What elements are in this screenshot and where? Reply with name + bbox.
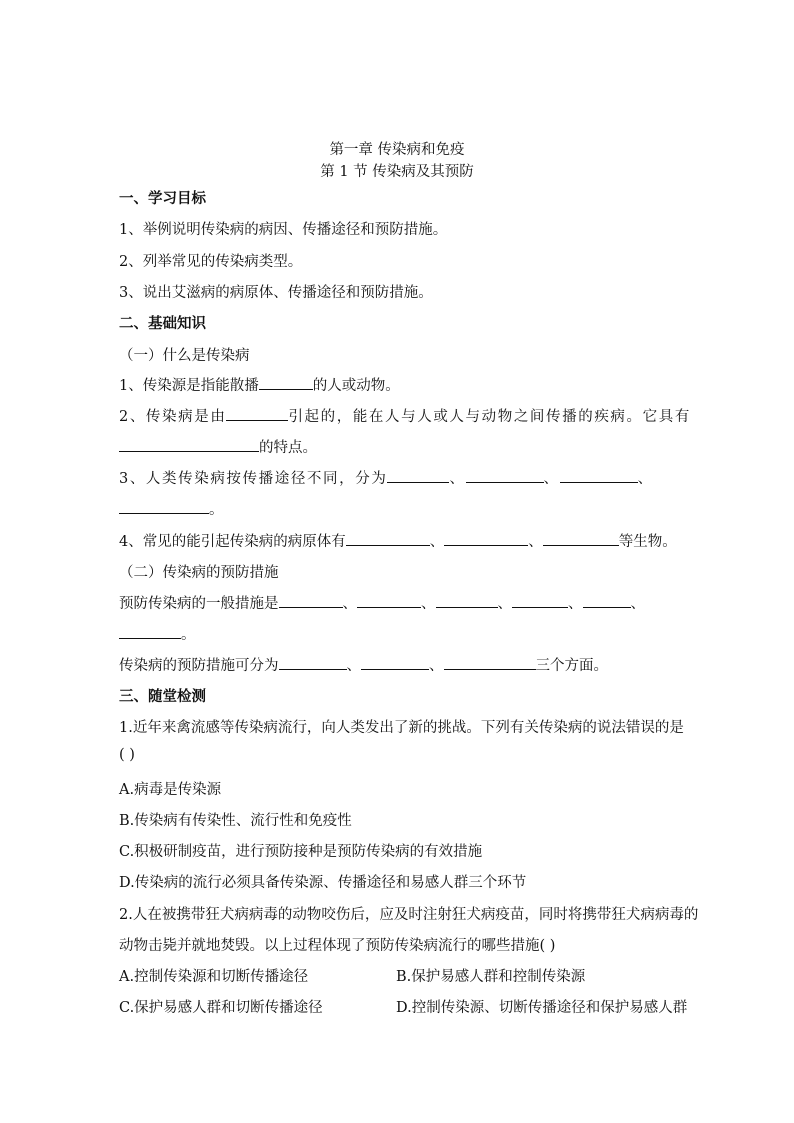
answer-blank[interactable] [279, 593, 343, 608]
mc-q2-option-d[interactable]: D.控制传染源、切断传播途径和保护易感人群 [396, 1000, 688, 1016]
subsection-2-title: （二）传染病的预防措施 [119, 565, 279, 581]
answer-blank[interactable] [119, 437, 259, 452]
goal-item-3: 3、说出艾滋病的病原体、传播途径和预防措施。 [119, 285, 433, 301]
mc-question-2-stem: 2.人在被携带狂犬病病毒的动物咬伤后，应及时注射狂犬病疫苗，同时将携带狂犬病病毒的 [119, 907, 699, 923]
prevention-prefix: 预防传染病的一般措施是 [119, 596, 279, 612]
question-3-cont [119, 498, 224, 519]
answer-blank[interactable] [436, 593, 498, 608]
separator: 、 [449, 471, 466, 487]
q2-prefix: 2、传染病是由 [119, 409, 227, 425]
period: 。 [181, 627, 196, 643]
q1-suffix: 的人或动物。 [312, 378, 400, 394]
answer-blank[interactable] [466, 468, 544, 483]
question-1 [119, 374, 400, 395]
separator: 、 [543, 471, 560, 487]
answer-blank[interactable] [346, 531, 430, 546]
basics-heading: 二、基础知识 [119, 316, 206, 332]
answer-blank[interactable] [259, 375, 313, 390]
mc-q2-option-c[interactable]: C.保护易感人群和切断传播途径 [119, 1000, 323, 1016]
categories-prefix: 传染病的预防措施可分为 [119, 658, 279, 674]
answer-blank[interactable] [387, 468, 449, 483]
mc-q2-option-b[interactable]: B.保护易感人群和控制传染源 [396, 969, 586, 985]
q3-prefix: 3、人类传染病按传播途径不同，分为 [119, 471, 388, 487]
answer-blank[interactable] [279, 655, 347, 670]
prevention-categories [119, 654, 608, 675]
answer-blank[interactable] [560, 468, 638, 483]
separator: 、 [630, 596, 645, 612]
subsection-1-title: （一）什么是传染病 [119, 348, 250, 364]
prevention-general-cont [119, 623, 196, 644]
q2-middle: 引起的，能在人与人或人与动物之间传播的疾病。它具有 [288, 409, 691, 425]
answer-blank[interactable] [444, 531, 528, 546]
mc-question-1-stem: 1.近年来禽流感等传染病流行，向人类发出了新的挑战。下列有关传染病的说法错误的是 [119, 720, 684, 736]
question-2 [119, 405, 691, 426]
q4-suffix: 等生物。 [618, 534, 677, 550]
question-3 [119, 467, 654, 488]
answer-blank[interactable] [543, 531, 619, 546]
goal-item-2: 2、列举常见的传染病类型。 [119, 254, 303, 270]
answer-blank[interactable] [226, 406, 288, 421]
answer-blank[interactable] [583, 593, 631, 608]
prevention-general [119, 592, 645, 613]
mc-q2-option-a[interactable]: A.控制传染源和切断传播途径 [119, 969, 309, 985]
separator: 、 [568, 596, 583, 612]
goal-item-1: 1、举例说明传染病的病因、传播途径和预防措施。 [119, 222, 448, 238]
separator: 、 [421, 596, 436, 612]
section-title: 第 1 节 传染病及其预防 [320, 164, 474, 180]
q2-suffix: 的特点。 [259, 440, 317, 456]
question-4 [119, 530, 677, 551]
mc-q1-option-a[interactable]: A.病毒是传染源 [119, 782, 222, 798]
mc-question-2-stem-cont: 动物击毙并就地焚毁。以上过程体现了预防传染病流行的哪些措施( ) [119, 938, 556, 954]
chapter-title: 第一章 传染病和免疫 [329, 142, 465, 158]
q4-prefix: 4、常见的能引起传染病的病原体有 [119, 534, 346, 550]
question-2-cont [119, 436, 317, 457]
mc-q1-option-d[interactable]: D.传染病的流行必须具备传染源、传播途径和易感人群三个环节 [119, 875, 527, 891]
separator: 、 [429, 658, 444, 674]
check-heading: 三、随堂检测 [119, 689, 206, 705]
separator: 、 [528, 534, 543, 550]
answer-blank[interactable] [119, 624, 181, 639]
categories-suffix: 三个方面。 [535, 658, 608, 674]
mc-q1-option-c[interactable]: C.积极研制疫苗，进行预防接种是预防传染病的有效措施 [119, 844, 483, 860]
answer-blank[interactable] [512, 593, 568, 608]
answer-blank[interactable] [444, 655, 536, 670]
mc-question-1-paren: ( ) [119, 747, 135, 763]
answer-blank[interactable] [361, 655, 429, 670]
separator: 、 [342, 596, 357, 612]
separator: 、 [637, 471, 654, 487]
q1-prefix: 1、传染源是指能散播 [119, 378, 259, 394]
goals-heading: 一、学习目标 [119, 191, 206, 207]
answer-blank[interactable] [119, 499, 209, 514]
mc-q1-option-b[interactable]: B.传染病有传染性、流行性和免疫性 [119, 813, 352, 829]
separator: 、 [429, 534, 445, 550]
separator: 、 [497, 596, 512, 612]
answer-blank[interactable] [357, 593, 421, 608]
period: 。 [209, 502, 224, 518]
separator: 、 [346, 658, 361, 674]
